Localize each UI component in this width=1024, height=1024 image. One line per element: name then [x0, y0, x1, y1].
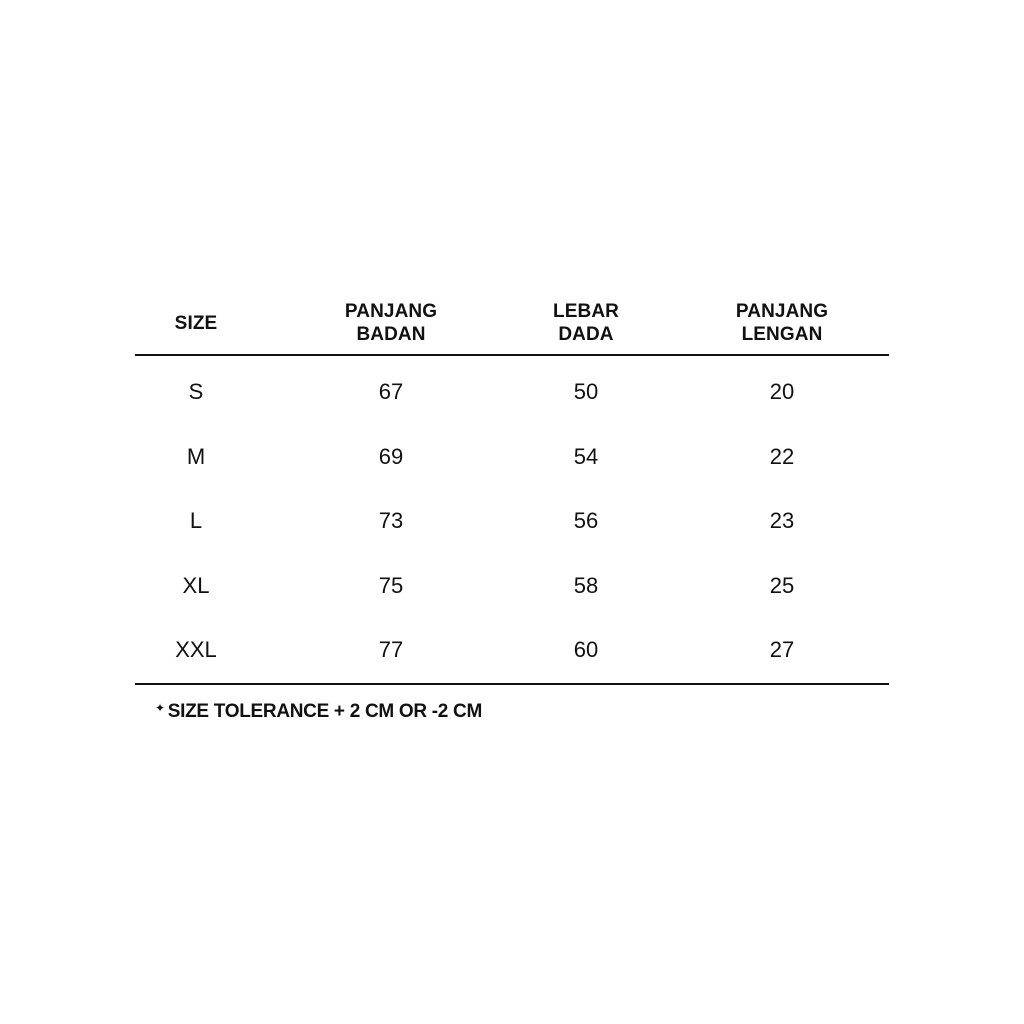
table-row: [135, 425, 889, 490]
size-tolerance-note: [155, 700, 482, 724]
cell-panjang-lengan: 20: [769, 379, 795, 405]
header-lebar-dada: [501, 300, 671, 346]
header-panjang-badan-line1: PANJANG: [344, 301, 438, 322]
header-size-label: SIZE: [174, 312, 218, 334]
cell-lebar-dada: 60: [573, 637, 599, 663]
table-row: [135, 618, 889, 683]
header-panjang-lengan: [697, 300, 867, 346]
cell-panjang-lengan: 25: [769, 572, 795, 598]
cell-panjang-badan: 77: [378, 637, 404, 663]
cell-panjang-lengan: 22: [769, 443, 795, 469]
cell-panjang-badan: 69: [378, 443, 404, 469]
star-icon: ✦: [155, 701, 165, 715]
header-panjang-lengan-line2: LENGAN: [741, 324, 823, 345]
table-body: [135, 356, 889, 683]
table-row: [135, 554, 889, 619]
table-row: [135, 360, 889, 425]
cell-size: S: [188, 379, 204, 405]
cell-panjang-lengan: 27: [769, 637, 795, 663]
cell-lebar-dada: 50: [573, 379, 599, 405]
cell-lebar-dada: 56: [573, 508, 599, 534]
cell-panjang-badan: 67: [378, 379, 404, 405]
cell-size: XL: [182, 572, 210, 598]
size-chart-table: [135, 292, 889, 685]
cell-panjang-lengan: 23: [769, 508, 795, 534]
cell-panjang-badan: 75: [378, 572, 404, 598]
table-bottom-divider: [135, 683, 889, 685]
header-lebar-dada-line1: LEBAR: [553, 301, 619, 322]
cell-lebar-dada: 54: [573, 443, 599, 469]
table-header-row: [135, 292, 889, 354]
header-panjang-badan-line2: BADAN: [356, 324, 426, 345]
cell-size: L: [189, 508, 203, 534]
header-lebar-dada-line2: DADA: [558, 324, 614, 345]
table-row: [135, 489, 889, 554]
header-size: [135, 312, 257, 335]
size-tolerance-text: SIZE TOLERANCE + 2 CM OR -2 CM: [167, 701, 482, 722]
cell-lebar-dada: 58: [573, 572, 599, 598]
cell-size: XXL: [175, 637, 217, 663]
header-panjang-badan: [306, 300, 476, 346]
cell-panjang-badan: 73: [378, 508, 404, 534]
cell-size: M: [186, 443, 206, 469]
header-panjang-lengan-line1: PANJANG: [735, 301, 829, 322]
